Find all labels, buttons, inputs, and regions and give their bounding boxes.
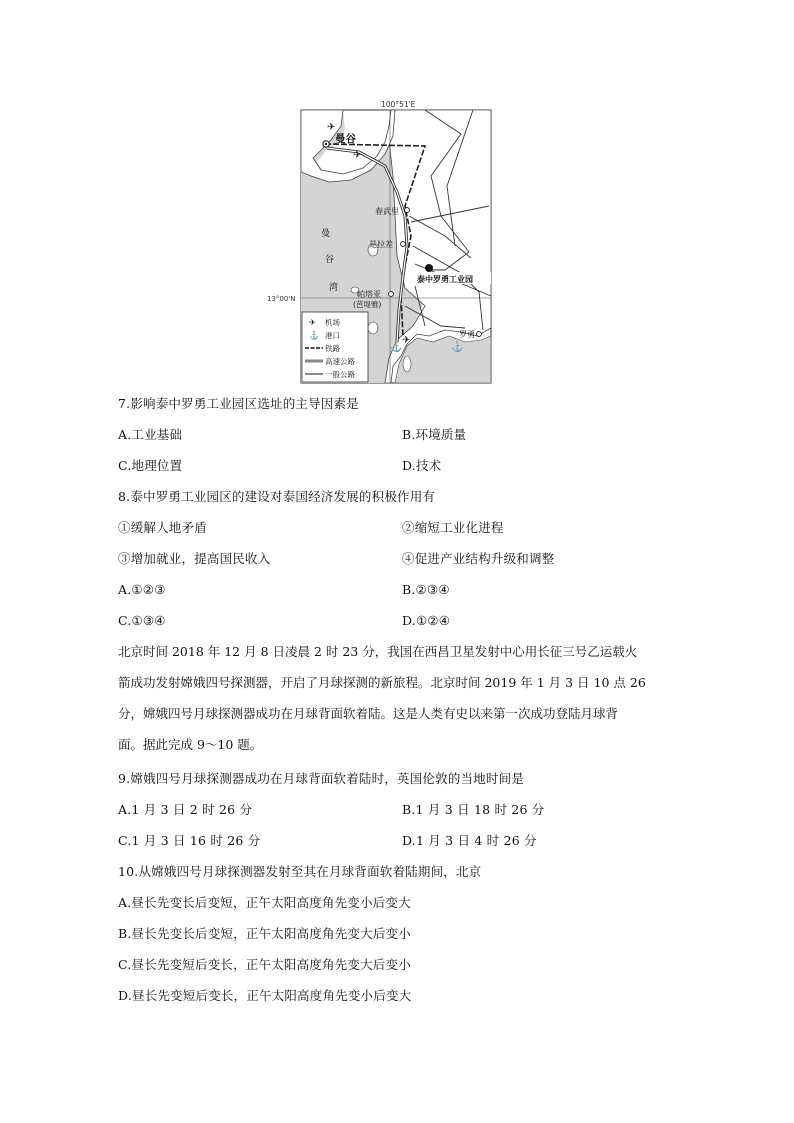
q9-option-a[interactable]: A.1 月 3 日 2 时 26 分 [118,802,253,817]
bay-char: 谷 [325,255,335,265]
q8-option-a[interactable]: A.①②③ [118,582,166,597]
anchor-icon: ⚓ [390,342,403,353]
q8-statement-2: ②缩短工业化进程 [402,520,504,535]
pattaya-alt-label: (芭堤雅) [353,300,382,309]
q8-option-c[interactable]: C.①③④ [118,613,166,628]
passage-line: 北京时间 2018 年 12 月 8 日凌晨 2 时 23 分，我国在西昌卫星发射中心用长征三号乙运载火 [118,644,638,659]
sriracha-marker [401,242,406,247]
island [368,322,378,334]
passage-line: 分，嫦娥四号月球探测器成功在月球背面软着陆。这是人类有史以来第一次成功登陆月球背 [118,706,619,721]
chonburi-label: 春武里 [375,207,399,216]
industrial-park-marker [425,264,433,272]
reading-passage [118,636,678,760]
q10-option-d[interactable]: D.昼长先变短后变长，正午太阳高度角先变小后变大 [118,988,412,1003]
bay-char: 曼 [321,229,331,239]
sriracha-label: 是拉差 [369,240,393,249]
q8-statement-3: ③增加就业，提高国民收入 [118,551,271,566]
anchor-icon: ⚓ [451,342,464,353]
passage-line: 面。据此完成 9～10 题。 [118,737,263,752]
q10-option-b[interactable]: B.昼长先变长后变短，正午太阳高度角先变大后变小 [118,926,411,941]
q8-option-b[interactable]: B.②③④ [402,582,450,597]
legend-port: 港口 [325,331,340,340]
legend-airport: 机场 [325,318,340,327]
passage-line: 箭成功发射嫦娥四号探测器，开启了月球探测的新旅程。北京时间 2019 年 1 月 3 日 10 点 26 [118,675,646,690]
latitude-label: 13°00'N [267,295,296,303]
industrial-park-label: 泰中罗勇工业园 [417,275,473,284]
q10-option-a[interactable]: A.昼长先变长后变短，正午太阳高度角先变小后变大 [118,895,411,910]
q8-statement-4: ④促进产业结构升级和调整 [402,551,555,566]
q10-option-c[interactable]: C.昼长先变短后变长，正午太阳高度角先变大后变小 [118,957,411,972]
chonburi-marker [405,208,410,213]
q8-statement-1: ①缓解人地矛盾 [118,520,207,535]
q9-option-d[interactable]: D.1 月 3 日 4 时 26 分 [402,833,537,848]
airplane-icon: ✈ [402,335,411,346]
question-7-stem: 7.影响泰中罗勇工业园区选址的主导因素是 [118,396,359,411]
pattaya-marker [389,292,394,297]
question-8-stem: 8.泰中罗勇工业园区的建设对泰国经济发展的积极作用有 [118,489,436,504]
bay-char: 湾 [329,283,339,293]
map-svg [265,96,505,386]
question-10-stem: 10.从嫦娥四号月球探测器发射至其在月球背面软着陆期间，北京 [118,864,482,879]
q7-option-a[interactable]: A.工业基础 [118,427,183,442]
q7-option-d[interactable]: D.技术 [402,458,442,473]
legend-railway: 铁路 [325,344,340,353]
q7-option-c[interactable]: C.地理位置 [118,458,183,473]
rayong-marker [477,332,482,337]
airplane-icon: ✈ [353,150,362,161]
bangkok-label: 曼谷 [335,133,356,145]
legend-expressway: 高速公路 [325,357,355,366]
legend-road: 一般公路 [325,370,355,379]
longitude-label: 100°51'E [381,100,416,109]
anchor-icon: ⚓ [309,331,319,340]
airplane-icon: ✈ [309,318,316,327]
pattaya-label: 帕塔亚 [357,290,381,299]
q9-option-b[interactable]: B.1 月 3 日 18 时 26 分 [402,802,545,817]
q9-option-c[interactable]: C.1 月 3 日 16 时 26 分 [118,833,261,848]
airplane-icon: ✈ [327,122,336,133]
thailand-map-figure [265,96,505,386]
rayong-label: 罗勇 [459,330,475,339]
q8-option-d[interactable]: D.①②④ [402,613,451,628]
island [403,356,411,372]
q7-option-b[interactable]: B.环境质量 [402,427,467,442]
question-9-stem: 9.嫦娥四号月球探测器成功在月球背面软着陆时，英国伦敦的当地时间是 [118,771,525,786]
